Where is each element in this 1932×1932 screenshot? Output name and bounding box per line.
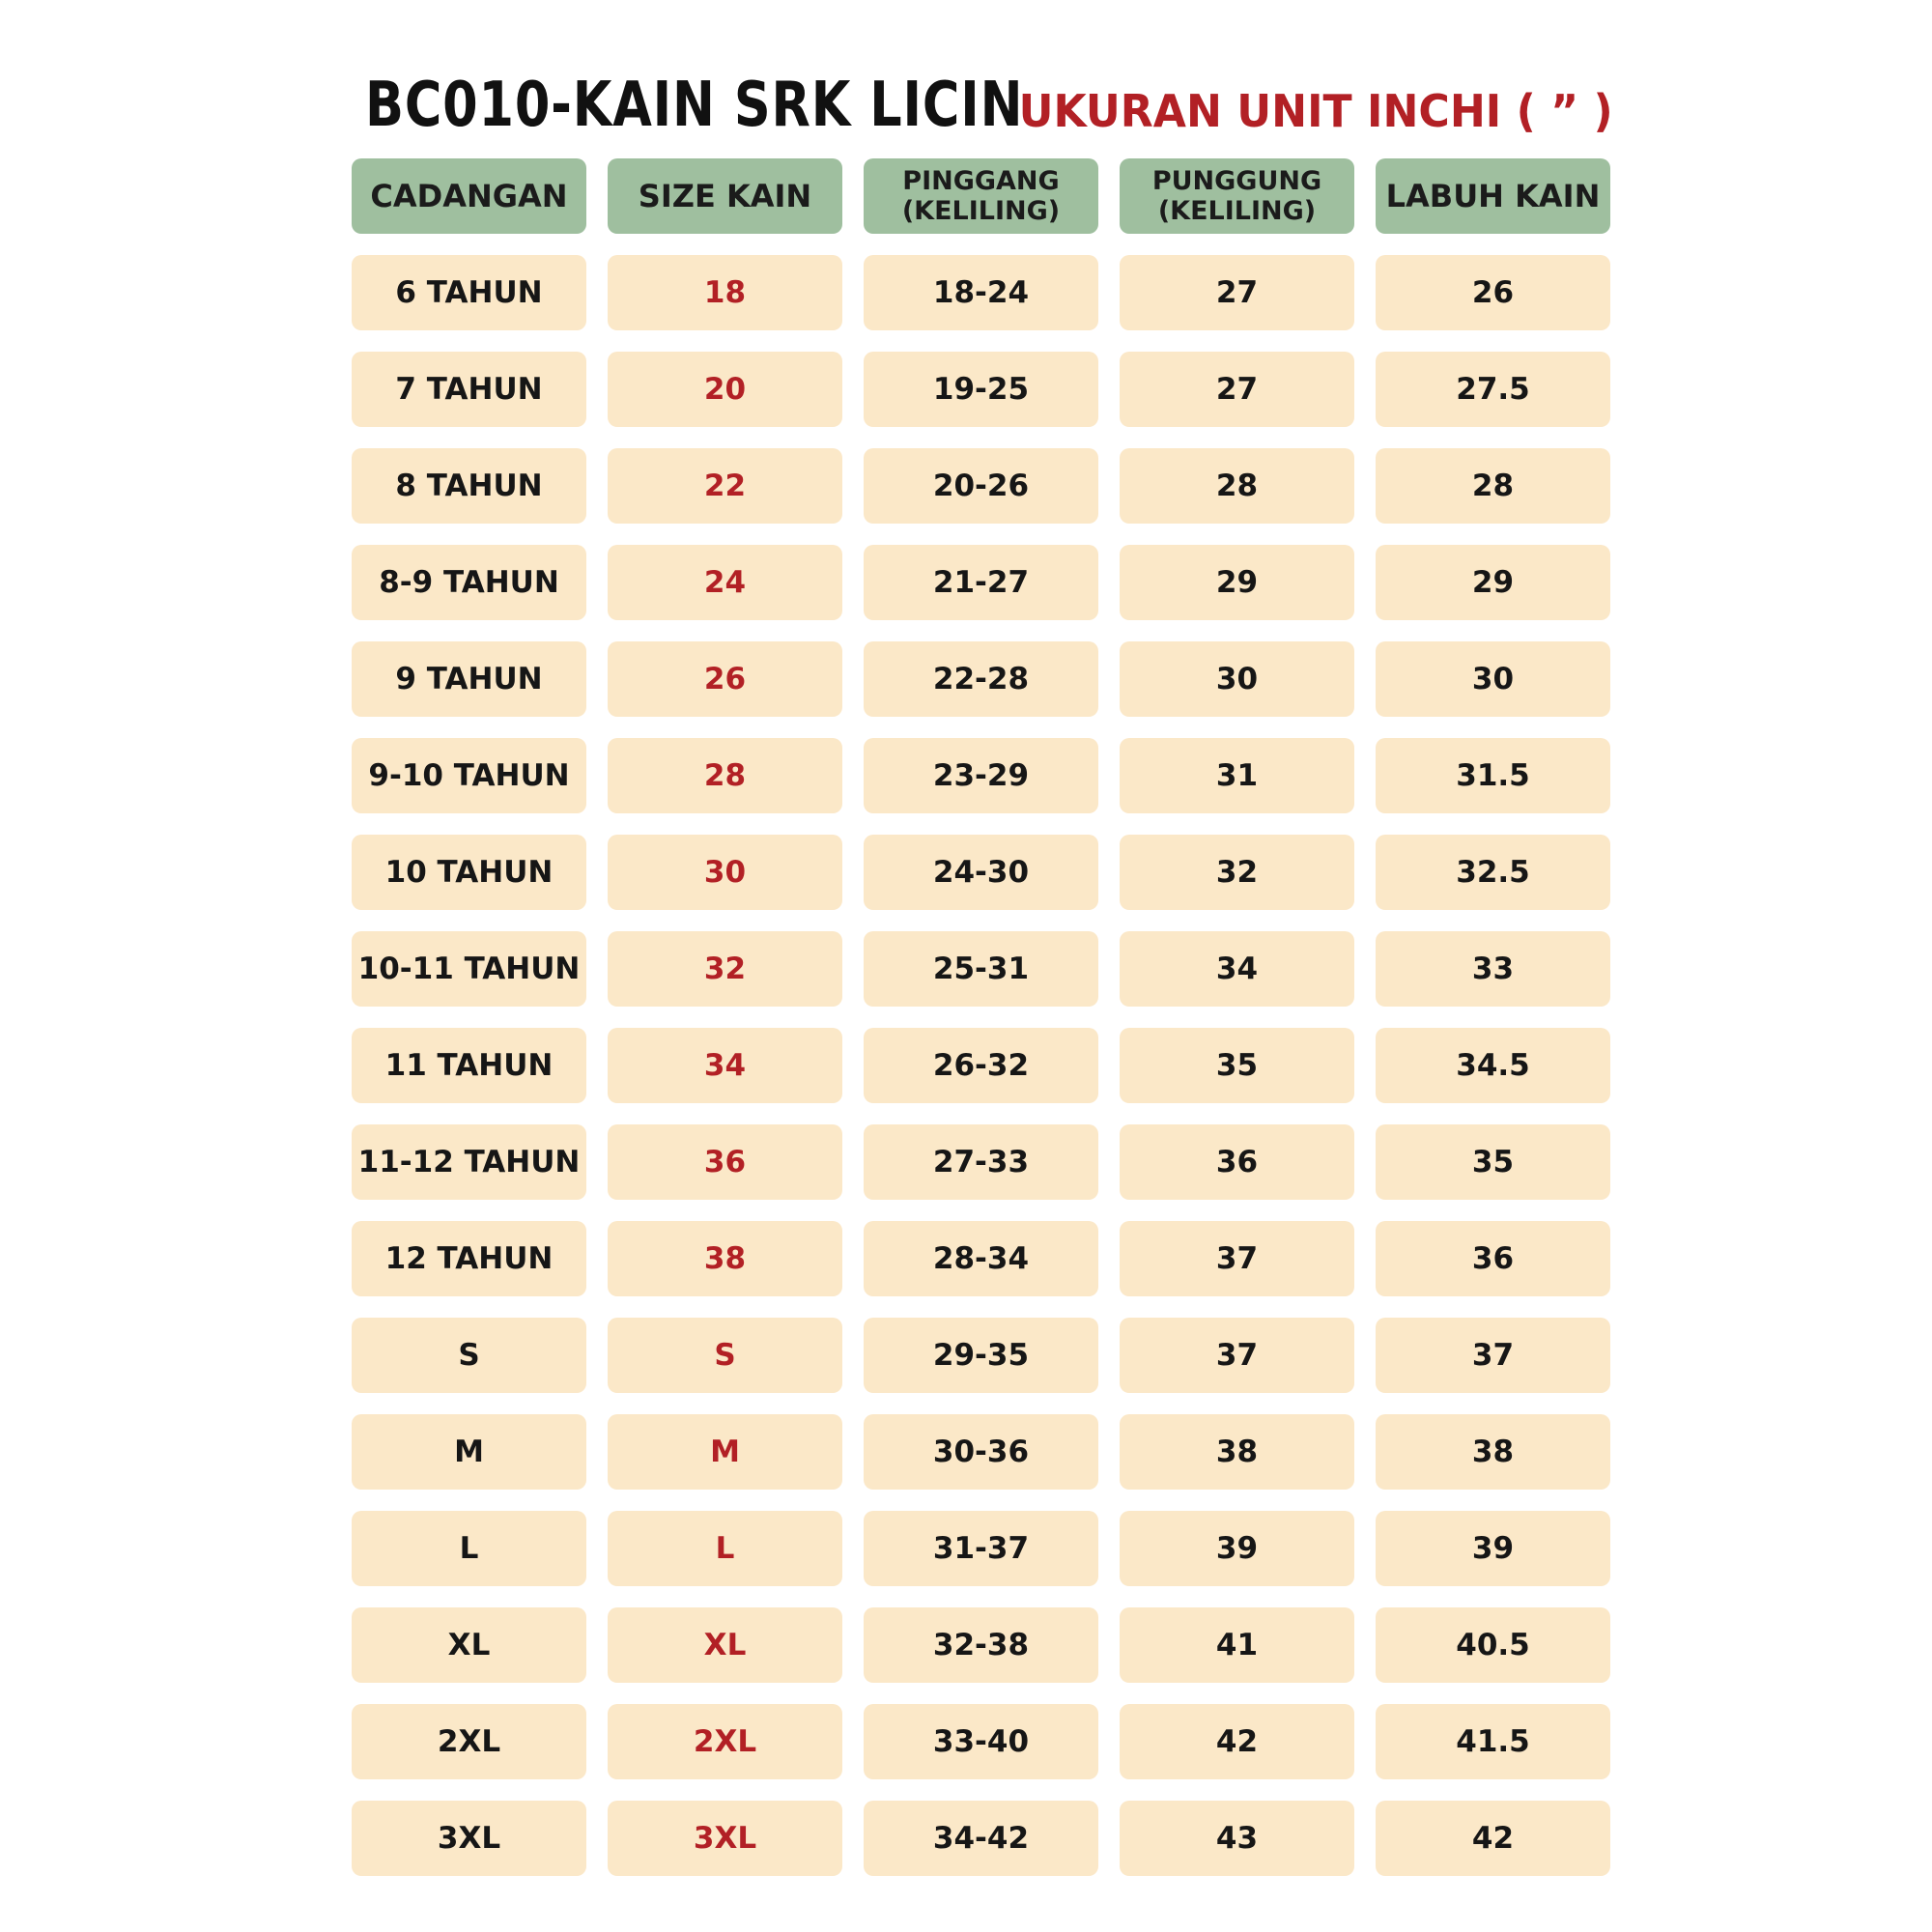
chart-title: BC010-KAIN SRK LICIN bbox=[365, 70, 1024, 141]
cell-pinggang: 34-42 bbox=[864, 1801, 1098, 1876]
header-labuh-kain: LABUH KAIN bbox=[1376, 158, 1610, 234]
cell-punggung: 42 bbox=[1120, 1704, 1354, 1779]
cell-cadangan: XL bbox=[352, 1607, 586, 1683]
cell-punggung: 34 bbox=[1120, 931, 1354, 1007]
cell-cadangan: S bbox=[352, 1318, 586, 1393]
cell-cadangan: 11-12 TAHUN bbox=[352, 1124, 586, 1200]
header-pinggang: PINGGANG (KELILING) bbox=[864, 158, 1098, 234]
cell-labuh-kain: 37 bbox=[1376, 1318, 1610, 1393]
cell-pinggang: 28-34 bbox=[864, 1221, 1098, 1296]
cell-labuh-kain: 34.5 bbox=[1376, 1028, 1610, 1103]
cell-cadangan: 9-10 TAHUN bbox=[352, 738, 586, 813]
cell-pinggang: 33-40 bbox=[864, 1704, 1098, 1779]
cell-pinggang: 22-28 bbox=[864, 641, 1098, 717]
size-table bbox=[352, 158, 1610, 1897]
cell-cadangan: 10 TAHUN bbox=[352, 835, 586, 910]
cell-size-kain: S bbox=[608, 1318, 842, 1393]
cell-punggung: 27 bbox=[1120, 352, 1354, 427]
cell-cadangan: 8-9 TAHUN bbox=[352, 545, 586, 620]
cell-labuh-kain: 40.5 bbox=[1376, 1607, 1610, 1683]
cell-size-kain: XL bbox=[608, 1607, 842, 1683]
cell-punggung: 37 bbox=[1120, 1318, 1354, 1393]
cell-punggung: 30 bbox=[1120, 641, 1354, 717]
cell-size-kain: 28 bbox=[608, 738, 842, 813]
cell-cadangan: 10-11 TAHUN bbox=[352, 931, 586, 1007]
cell-pinggang: 19-25 bbox=[864, 352, 1098, 427]
cell-size-kain: 2XL bbox=[608, 1704, 842, 1779]
cell-size-kain: L bbox=[608, 1511, 842, 1586]
cell-labuh-kain: 41.5 bbox=[1376, 1704, 1610, 1779]
cell-cadangan: 6 TAHUN bbox=[352, 255, 586, 330]
cell-labuh-kain: 27.5 bbox=[1376, 352, 1610, 427]
header-size-kain: SIZE KAIN bbox=[608, 158, 842, 234]
cell-cadangan: M bbox=[352, 1414, 586, 1490]
cell-size-kain: 34 bbox=[608, 1028, 842, 1103]
cell-punggung: 27 bbox=[1120, 255, 1354, 330]
cell-punggung: 28 bbox=[1120, 448, 1354, 524]
cell-punggung: 41 bbox=[1120, 1607, 1354, 1683]
cell-cadangan: 7 TAHUN bbox=[352, 352, 586, 427]
cell-size-kain: 32 bbox=[608, 931, 842, 1007]
cell-cadangan: 8 TAHUN bbox=[352, 448, 586, 524]
cell-pinggang: 18-24 bbox=[864, 255, 1098, 330]
cell-labuh-kain: 28 bbox=[1376, 448, 1610, 524]
cell-labuh-kain: 30 bbox=[1376, 641, 1610, 717]
cell-pinggang: 31-37 bbox=[864, 1511, 1098, 1586]
cell-cadangan: 11 TAHUN bbox=[352, 1028, 586, 1103]
cell-pinggang: 26-32 bbox=[864, 1028, 1098, 1103]
cell-size-kain: 38 bbox=[608, 1221, 842, 1296]
cell-labuh-kain: 39 bbox=[1376, 1511, 1610, 1586]
cell-size-kain: 36 bbox=[608, 1124, 842, 1200]
cell-size-kain: M bbox=[608, 1414, 842, 1490]
cell-size-kain: 24 bbox=[608, 545, 842, 620]
cell-pinggang: 32-38 bbox=[864, 1607, 1098, 1683]
cell-size-kain: 30 bbox=[608, 835, 842, 910]
header-punggung: PUNGGUNG (KELILING) bbox=[1120, 158, 1354, 234]
cell-punggung: 32 bbox=[1120, 835, 1354, 910]
cell-labuh-kain: 35 bbox=[1376, 1124, 1610, 1200]
cell-punggung: 43 bbox=[1120, 1801, 1354, 1876]
cell-size-kain: 20 bbox=[608, 352, 842, 427]
cell-pinggang: 25-31 bbox=[864, 931, 1098, 1007]
cell-cadangan: L bbox=[352, 1511, 586, 1586]
cell-cadangan: 2XL bbox=[352, 1704, 586, 1779]
cell-labuh-kain: 32.5 bbox=[1376, 835, 1610, 910]
unit-note: UKURAN UNIT INCHI ( ” ) bbox=[1018, 85, 1613, 137]
cell-labuh-kain: 26 bbox=[1376, 255, 1610, 330]
header-cadangan: CADANGAN bbox=[352, 158, 586, 234]
cell-size-kain: 3XL bbox=[608, 1801, 842, 1876]
cell-punggung: 36 bbox=[1120, 1124, 1354, 1200]
cell-pinggang: 27-33 bbox=[864, 1124, 1098, 1200]
cell-punggung: 37 bbox=[1120, 1221, 1354, 1296]
cell-punggung: 38 bbox=[1120, 1414, 1354, 1490]
cell-pinggang: 29-35 bbox=[864, 1318, 1098, 1393]
cell-punggung: 39 bbox=[1120, 1511, 1354, 1586]
cell-pinggang: 24-30 bbox=[864, 835, 1098, 910]
cell-cadangan: 9 TAHUN bbox=[352, 641, 586, 717]
cell-labuh-kain: 38 bbox=[1376, 1414, 1610, 1490]
cell-pinggang: 30-36 bbox=[864, 1414, 1098, 1490]
cell-size-kain: 26 bbox=[608, 641, 842, 717]
cell-cadangan: 12 TAHUN bbox=[352, 1221, 586, 1296]
cell-size-kain: 22 bbox=[608, 448, 842, 524]
cell-pinggang: 20-26 bbox=[864, 448, 1098, 524]
cell-labuh-kain: 29 bbox=[1376, 545, 1610, 620]
cell-labuh-kain: 36 bbox=[1376, 1221, 1610, 1296]
cell-size-kain: 18 bbox=[608, 255, 842, 330]
cell-punggung: 29 bbox=[1120, 545, 1354, 620]
cell-labuh-kain: 33 bbox=[1376, 931, 1610, 1007]
cell-pinggang: 23-29 bbox=[864, 738, 1098, 813]
cell-labuh-kain: 31.5 bbox=[1376, 738, 1610, 813]
cell-pinggang: 21-27 bbox=[864, 545, 1098, 620]
cell-labuh-kain: 42 bbox=[1376, 1801, 1610, 1876]
cell-punggung: 31 bbox=[1120, 738, 1354, 813]
cell-cadangan: 3XL bbox=[352, 1801, 586, 1876]
cell-punggung: 35 bbox=[1120, 1028, 1354, 1103]
